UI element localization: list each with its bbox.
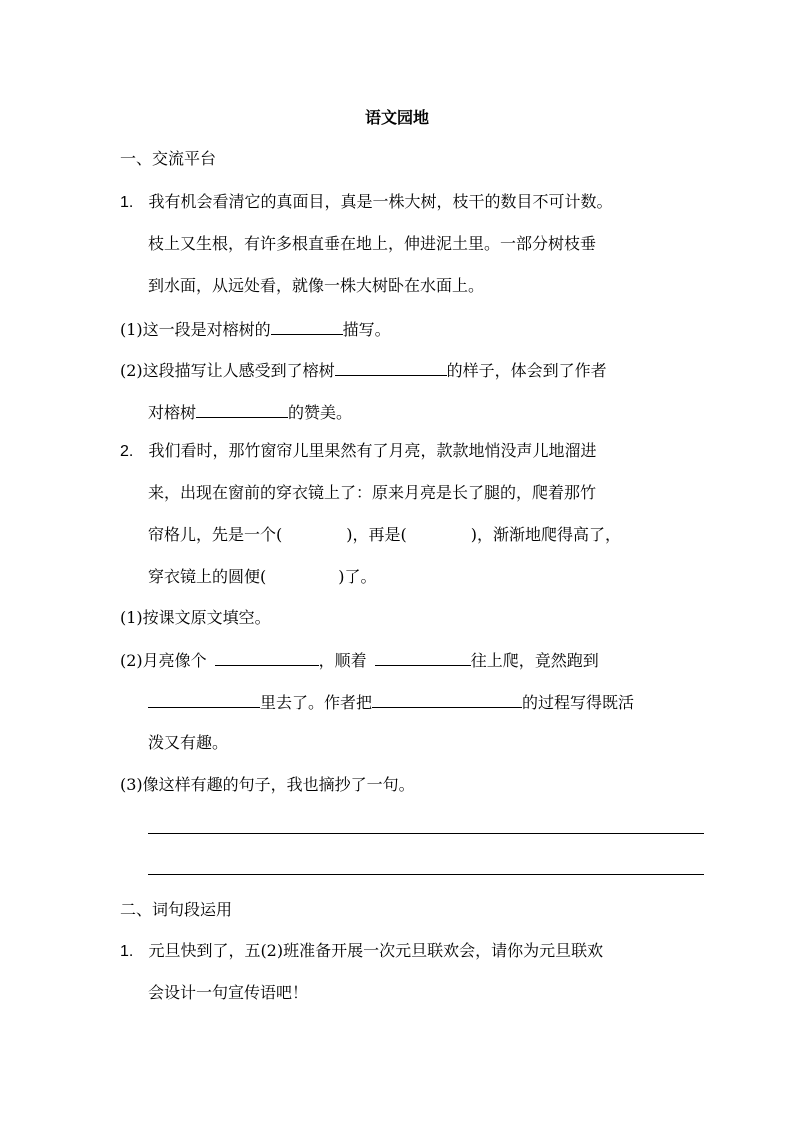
s2-q1-number: 1. <box>120 943 134 960</box>
answer-blank[interactable] <box>372 690 522 708</box>
q2-line-4 <box>148 566 377 588</box>
q2-number: 2. <box>120 443 134 460</box>
q1-text-1: 我有机会看清它的真面目，真是一株大树，枝干的数目不可计数。 <box>148 192 613 211</box>
q1-sub-1-text: (1)这一段是对榕树的 <box>120 320 271 339</box>
q2-text-3a: 帘格儿，先是一个( <box>148 525 283 544</box>
q2-text-3c: )，渐渐地爬得高了， <box>470 525 621 544</box>
q2-sub-2-text-2: 里去了。作者把 <box>260 693 373 712</box>
s2-q1-line-1 <box>120 940 603 963</box>
q1-line-1 <box>120 191 612 214</box>
q2-sub-1: (1)按课文原文填空。 <box>120 608 271 627</box>
q1-number: 1. <box>120 194 134 211</box>
answer-blank[interactable] <box>215 648 319 666</box>
section-heading-2: 二、词句段运用 <box>120 900 233 919</box>
q2-line-1 <box>120 440 596 463</box>
q1-sub-2-line-2 <box>148 400 352 424</box>
q2-text-1: 我们看时，那竹窗帘儿里果然有了月亮，款款地悄没声儿地溜进 <box>148 441 597 460</box>
q1-line-3: 到水面，从远处看，就像一株大树卧在水面上。 <box>148 276 485 295</box>
q1-line-2: 枝上又生根，有许多根直垂在地上，伸进泥土里。一部分树枝垂 <box>148 234 597 253</box>
q2-sub-2-mid: ，顺着 <box>318 651 367 670</box>
q1-sub-1 <box>120 317 391 341</box>
q2-text-4b: )了。 <box>338 567 377 586</box>
answer-line[interactable] <box>148 874 704 875</box>
q2-sub-2-text: (2)月亮像个 <box>120 651 207 670</box>
q1-sub-1-tail: 描写。 <box>342 320 391 339</box>
answer-blank[interactable] <box>148 690 260 708</box>
q2-line-3 <box>148 524 621 546</box>
q2-text-4a: 穿衣镜上的圆便( <box>148 567 267 586</box>
section-heading-1: 一、交流平台 <box>120 149 217 168</box>
s2-q1-text-1: 元旦快到了，五(2)班准备开展一次元旦联欢会，请你为元旦联欢 <box>148 941 604 960</box>
s2-q1-line-2: 会设计一句宣传语吧！ <box>148 983 309 1002</box>
answer-line[interactable] <box>148 833 704 834</box>
q2-text-3b: )，再是( <box>346 525 407 544</box>
q2-sub-2-line-2 <box>148 690 634 714</box>
q2-sub-3: (3)像这样有趣的句子，我也摘抄了一句。 <box>120 775 415 794</box>
answer-blank[interactable] <box>375 648 471 666</box>
q1-sub-2 <box>120 358 607 382</box>
q1-sub-2-tail: 的样子，体会到了作者 <box>446 361 607 380</box>
q1-sub-2-text: (2)这段描写让人感受到了榕树 <box>120 361 335 380</box>
q2-sub-2-tail: 往上爬，竟然跑到 <box>470 651 599 670</box>
page-title: 语文园地 <box>364 108 429 127</box>
answer-blank[interactable] <box>196 400 288 418</box>
q2-sub-2-line-3: 泼又有趣。 <box>148 733 229 752</box>
q1-sub-2-tail-2: 的赞美。 <box>288 403 353 422</box>
answer-blank[interactable] <box>335 358 447 376</box>
q1-sub-2-text-2: 对榕树 <box>148 403 197 422</box>
q2-sub-2-tail-2: 的过程写得既活 <box>522 693 635 712</box>
answer-blank[interactable] <box>271 317 343 335</box>
q2-sub-2 <box>120 648 599 672</box>
q2-line-2: 来，出现在窗前的穿衣镜上了：原来月亮是长了腿的，爬着那竹 <box>148 483 597 502</box>
